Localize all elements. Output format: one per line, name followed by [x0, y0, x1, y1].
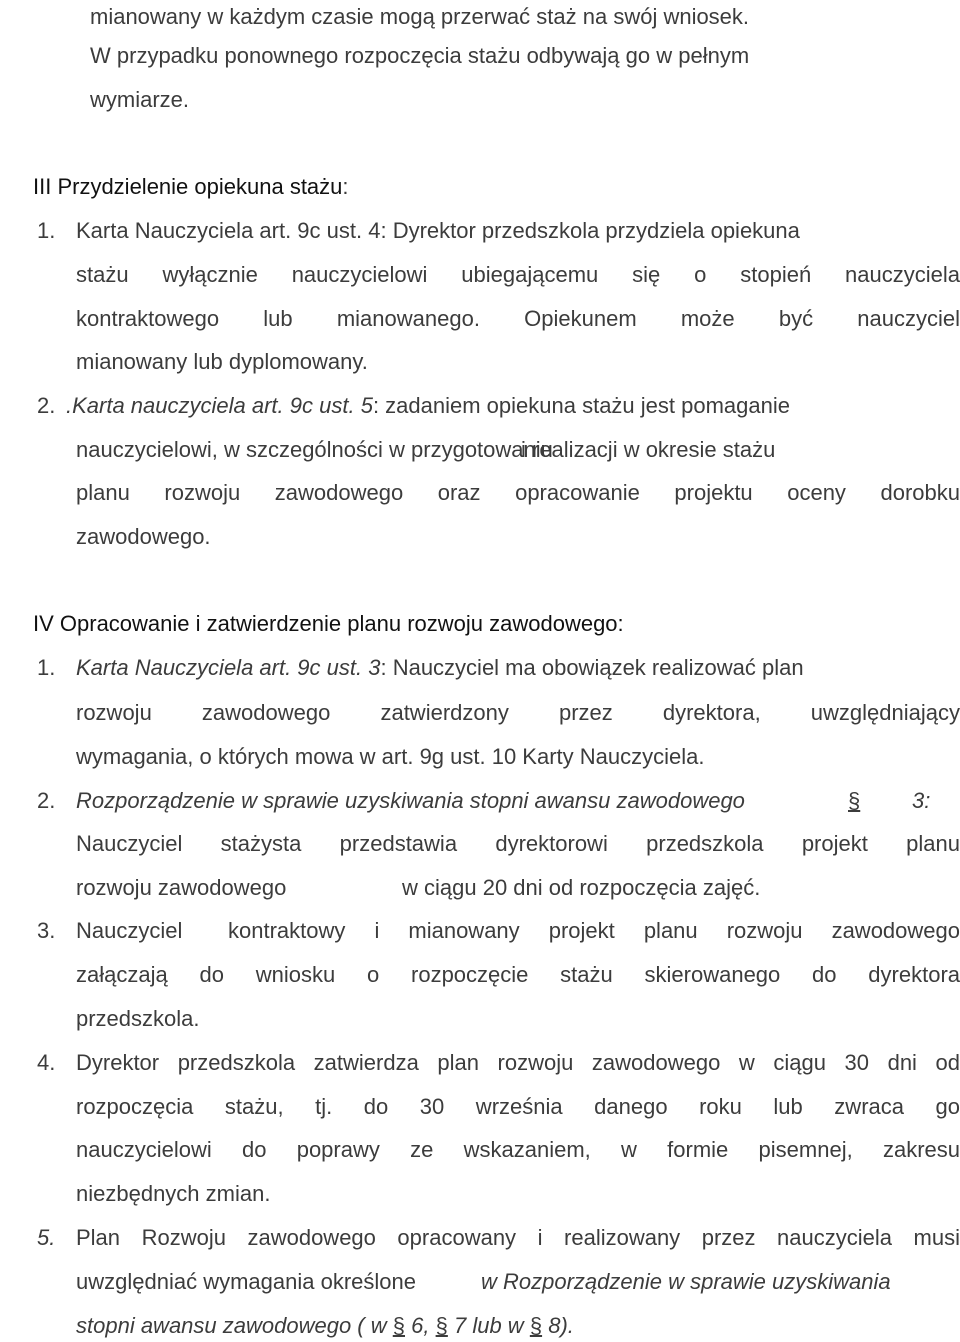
legal-reference: Rozporządzenie w sprawie uzyskiwania stopni awansu zawodowego: [76, 788, 745, 813]
list-item-line: załączają do wniosku o rozpoczęcie stażu skierowanego do dyrektora: [76, 962, 960, 987]
legal-reference: Karta Nauczyciela art. 9c ust. 4: [76, 218, 381, 243]
list-number-text: 5.: [37, 1225, 56, 1250]
section-heading: IV Opracowanie i zatwierdzenie planu rozwoju zawodowego:: [33, 611, 624, 636]
list-item-line: mianowany lub dyplomowany.: [76, 349, 368, 374]
paragraph-line: wymiarze.: [90, 87, 190, 112]
list-item-line: przedszkola.: [76, 1006, 200, 1031]
paragraph-line: mianowany w każdym czasie mogą przerwać staż na swój wniosek.: [90, 4, 750, 29]
list-number: 4.: [37, 1050, 56, 1075]
list-number: 2.: [37, 393, 56, 418]
list-item-text: : Dyrektor przedszkola przydziela opiekuna: [380, 218, 800, 243]
list-item-line: [76, 788, 745, 814]
list-item-line: niezbędnych zmian.: [76, 1181, 271, 1206]
list-item-text: : zadaniem opiekuna stażu jest pomaganie: [372, 393, 790, 418]
legal-reference: w Rozporządzenie w sprawie uzyskiwania: [481, 1269, 891, 1294]
list-number: 3.: [37, 918, 56, 943]
list-item-line: rozpoczęcia stażu, tj. do 30 września danego roku lub zwraca go: [76, 1094, 960, 1119]
list-item-line: [76, 1313, 574, 1339]
list-item-line: [76, 218, 960, 244]
section-heading-text: III Przydzielenie opiekuna stażu: [33, 174, 343, 199]
list-number: 1.: [37, 655, 56, 680]
list-item-text: : Nauczyciel ma obowiązek realizować plan: [380, 655, 804, 680]
list-number: 1.: [37, 218, 56, 243]
list-item-line: wymagania, o których mowa w art. 9g ust. 10 Karty Nauczyciela.: [76, 744, 705, 769]
legal-reference: stopni awansu zawodowego ( w: [76, 1313, 387, 1338]
list-item-line: [912, 788, 930, 814]
legal-reference: Karta Nauczyciela art. 9c ust. 3: [76, 655, 381, 680]
section-heading-colon: :: [342, 174, 349, 199]
list-item-line: Plan Rozwoju zawodowego opracowany i realizowany przez nauczyciela musi: [76, 1225, 960, 1250]
list-item-line: nauczycielowi do poprawy ze wskazaniem, w formie pisemnej, zakresu: [76, 1137, 960, 1162]
list-item-line: rozwoju zawodowego: [76, 875, 287, 900]
list-item-line: zawodowego.: [76, 524, 211, 549]
legal-reference: .Karta nauczyciela art. 9c ust. 5: [66, 393, 373, 418]
list-number: [37, 1225, 55, 1251]
paragraph-symbol: §: [529, 1313, 543, 1338]
legal-reference: 8).: [548, 1313, 574, 1338]
list-item-line: i realizacji w okresie stażu: [521, 437, 776, 462]
list-item-line: kontraktowego lub mianowanego. Opiekunem może być nauczyciel: [76, 306, 960, 331]
list-item-line: Nauczyciel: [76, 918, 183, 943]
legal-reference: 7 lub w: [453, 1313, 524, 1338]
list-item-line: uwzględniać wymagania określone: [76, 1269, 416, 1294]
list-item-line: nauczycielowi, w szczególności w przygotowaniu: [76, 437, 553, 462]
list-item-line: Dyrektor przedszkola zatwierdza plan rozwoju zawodowego w ciągu 30 dni od: [76, 1050, 960, 1075]
list-item-line: rozwoju zawodowego zatwierdzony przez dyrektora, uwzględniający: [76, 700, 960, 725]
paragraph-symbol: §: [848, 788, 861, 813]
list-item-line: [76, 655, 960, 681]
list-number: 2.: [37, 788, 56, 813]
list-item-line: [66, 393, 790, 419]
list-item-line: Nauczyciel stażysta przedstawia dyrektorowi przedszkola projekt planu: [76, 831, 960, 856]
list-item-line: kontraktowy i mianowany projekt planu rozwoju zawodowego: [228, 918, 960, 943]
paragraph-symbol: §: [435, 1313, 448, 1338]
list-item-line: planu rozwoju zawodowego oraz opracowanie projektu oceny dorobku: [76, 480, 960, 505]
legal-reference: 3:: [912, 788, 931, 813]
section-heading: [33, 174, 349, 200]
paragraph-line: W przypadku ponownego rozpoczęcia stażu odbywają go w pełnym: [90, 43, 750, 68]
paragraph-symbol: §: [392, 1313, 405, 1338]
list-item-line: w ciągu 20 dni od rozpoczęcia zajęć.: [402, 875, 761, 900]
list-item-line: stażu wyłącznie nauczycielowi ubiegającemu się o stopień nauczyciela: [76, 262, 960, 287]
list-item-line: [481, 1269, 891, 1295]
legal-reference: 6,: [411, 1313, 430, 1338]
